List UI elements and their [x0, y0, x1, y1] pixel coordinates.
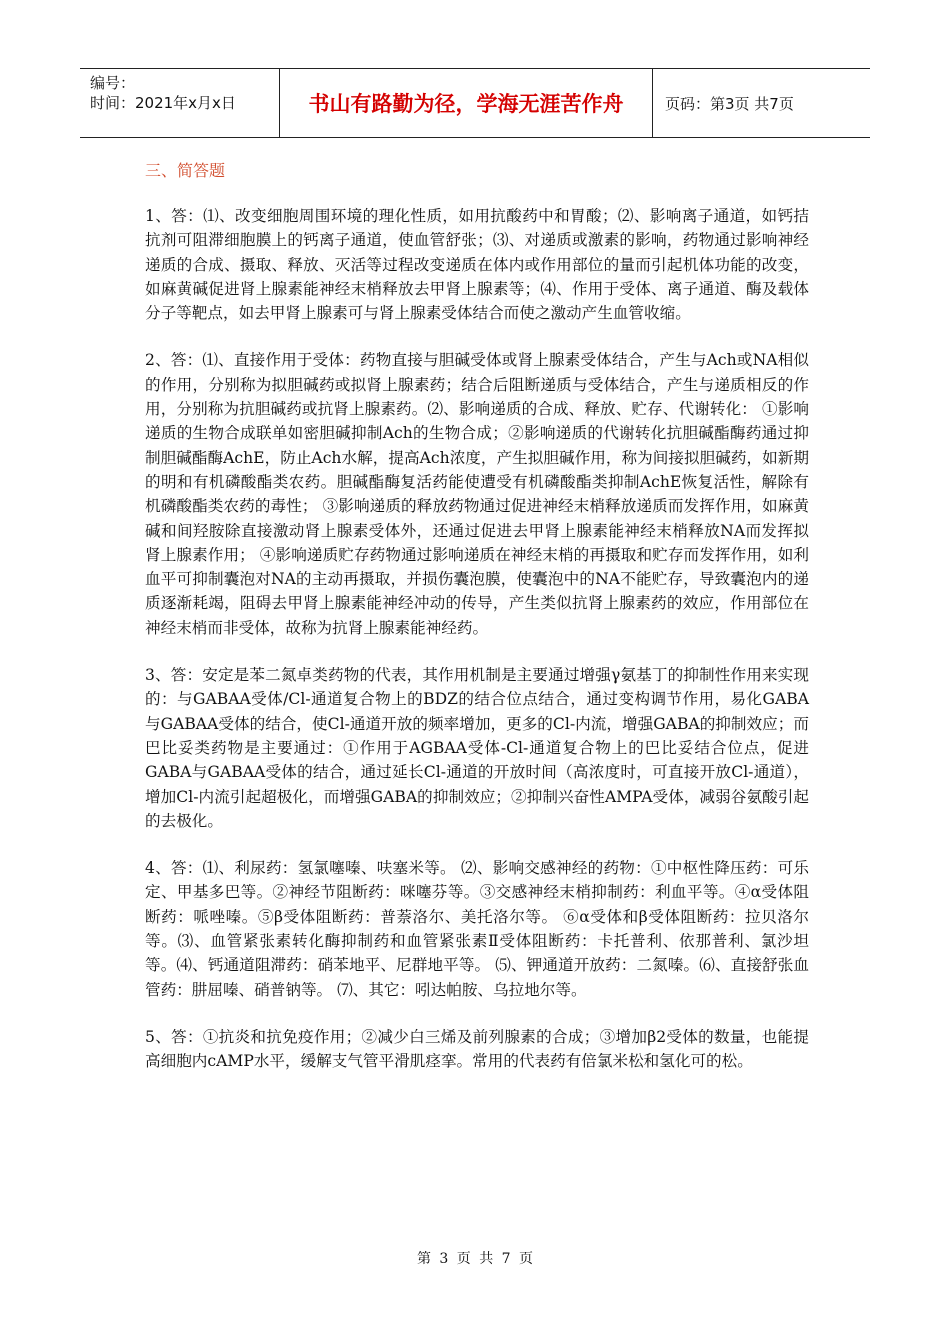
document-body: [145, 158, 809, 1097]
document-time-label: 时间：2021年x月x日: [90, 94, 236, 112]
answer-paragraph-1: 1、答：⑴、改变细胞周围环境的理化性质，如用抗酸药中和胃酸；⑵、影响离子通道，如钙拮抗剂可阻滞细胞膜上的钙离子通道，使血管舒张；⑶、对递质或激素的影响，药物通过影响神经递质的合成、摄取、释放、灭活等过程改变递质在体内或作用部位的量而引起机体功能的改变，如麻黄碱促进肾上腺素能神经末梢释放去甲肾上腺素等；⑷、作用于受体、离子通道、酶及载体分子等靶点，如去甲肾上腺素可与肾上腺素受体结合而使之激动产生血管收缩。: [145, 207, 809, 323]
header-page-info: 页码：第3页 共7页: [665, 94, 794, 113]
answer-paragraph-2: 2、答：⑴、直接作用于受体：药物直接与胆碱受体或肾上腺素受体结合，产生与Ach或NA相似的作用，分别称为拟胆碱药或拟肾上腺素药；结合后阻断递质与受体结合，产生与递质相反的作用，分别称为抗胆碱药或抗肾上腺素药。⑵、影响递质的合成、释放、贮存、代谢转化： ①影响递质的生物合成联单如密胆碱抑制Ach的生物合成；②影响递质的代谢转化抗胆碱酯酶药通过抑制胆碱酯酶AchE，防止Ach水解，提高Ach浓度，产生拟胆碱作用，称为间接拟胆碱药，如新期的明和有机磷酸酯类农药。胆碱酯酶复活药能使遭受有机磷酸酯类抑制AchE恢复活性，解除有机磷酸酯类农药的毒性； ③影响递质的释放药物通过促进神经末梢释放递质而发挥作用，如麻黄碱和间羟胺除直接激动肾上腺素受体外，还通过促进去甲肾上腺素能神经末梢释放NA而发挥拟肾上腺素作用； ④影响递质贮存药物通过影响递质在神经末梢的再摄取和贮存而发挥作用，如利血平可抑制囊泡对NA的主动再摄取，并损伤囊泡膜，使囊泡中的NA不能贮存，导致囊泡内的递质逐渐耗竭，阻碍去甲肾上腺素能神经冲动的传导，产生类似抗肾上腺素药的效应，作用部位在神经末梢而非受体，故称为抗肾上腺素能神经药。: [145, 351, 809, 637]
answer-paragraph-4: 4、答：⑴、利尿药：氢氯噻嗪、呋塞米等。 ⑵、影响交感神经的药物：①中枢性降压药：可乐定、甲基多巴等。②神经节阻断药：咪噻芬等。③交感神经末梢抑制药：利血平等。④α受体阻断药：哌唑嗪。⑤β受体阻断药：普萘洛尔、美托洛尔等。 ⑥α受体和β受体阻断药：拉贝洛尔等。⑶、血管紧张素转化酶抑制药和血管紧张素Ⅱ受体阻断药：卡托普利、依那普利、氯沙坦等。⑷、钙通道阻滞药：硝苯地平、尼群地平等。 ⑸、钾通道开放药：二氮嗪。⑹、直接舒张血管药：肼屈嗪、硝普钠等。 ⑺、其它：吲达帕胺、乌拉地尔等。: [145, 859, 809, 999]
answer-paragraph-3: 3、答：安定是苯二氮卓类药物的代表，其作用机制是主要通过增强γ氨基丁的抑制性作用来实现的：与GABAA受体/Cl-通道复合物上的BDZ的结合位点结合，通过变构调节作用，易化GABA与GABAA受体的结合，使Cl-通道开放的频率增加，更多的Cl-内流，增强GABA的抑制效应；而巴比妥类药物是主要通过：①作用于AGBAA受体-Cl-通道复合物上的巴比妥结合位点，促进GABA与GABAA受体的结合，通过延长Cl-通道的开放时间（高浓度时，可直接开放Cl-通道），增加Cl-内流引起超极化，而增强GABA的抑制效应；②抑制兴奋性AMPA受体，减弱谷氨酸引起的去极化。: [145, 666, 809, 830]
section-title: 三、简答题: [145, 161, 226, 180]
page-header: [80, 68, 870, 138]
page-footer: 第 3 页 共 7 页: [416, 1251, 534, 1267]
answer-paragraph-5: 5、答：①抗炎和抗免疫作用；②减少白三烯及前列腺素的合成；③增加β2受体的数量，也能提高细胞内cAMP水平，缓解支气管平滑肌痉挛。常用的代表药有倍氯米松和氢化可的松。: [145, 1027, 809, 1071]
document-number-label: 编号：: [90, 74, 136, 92]
header-meta: [80, 69, 280, 137]
header-motto: 书山有路勤为径，学海无涯苦作舟: [280, 69, 653, 137]
